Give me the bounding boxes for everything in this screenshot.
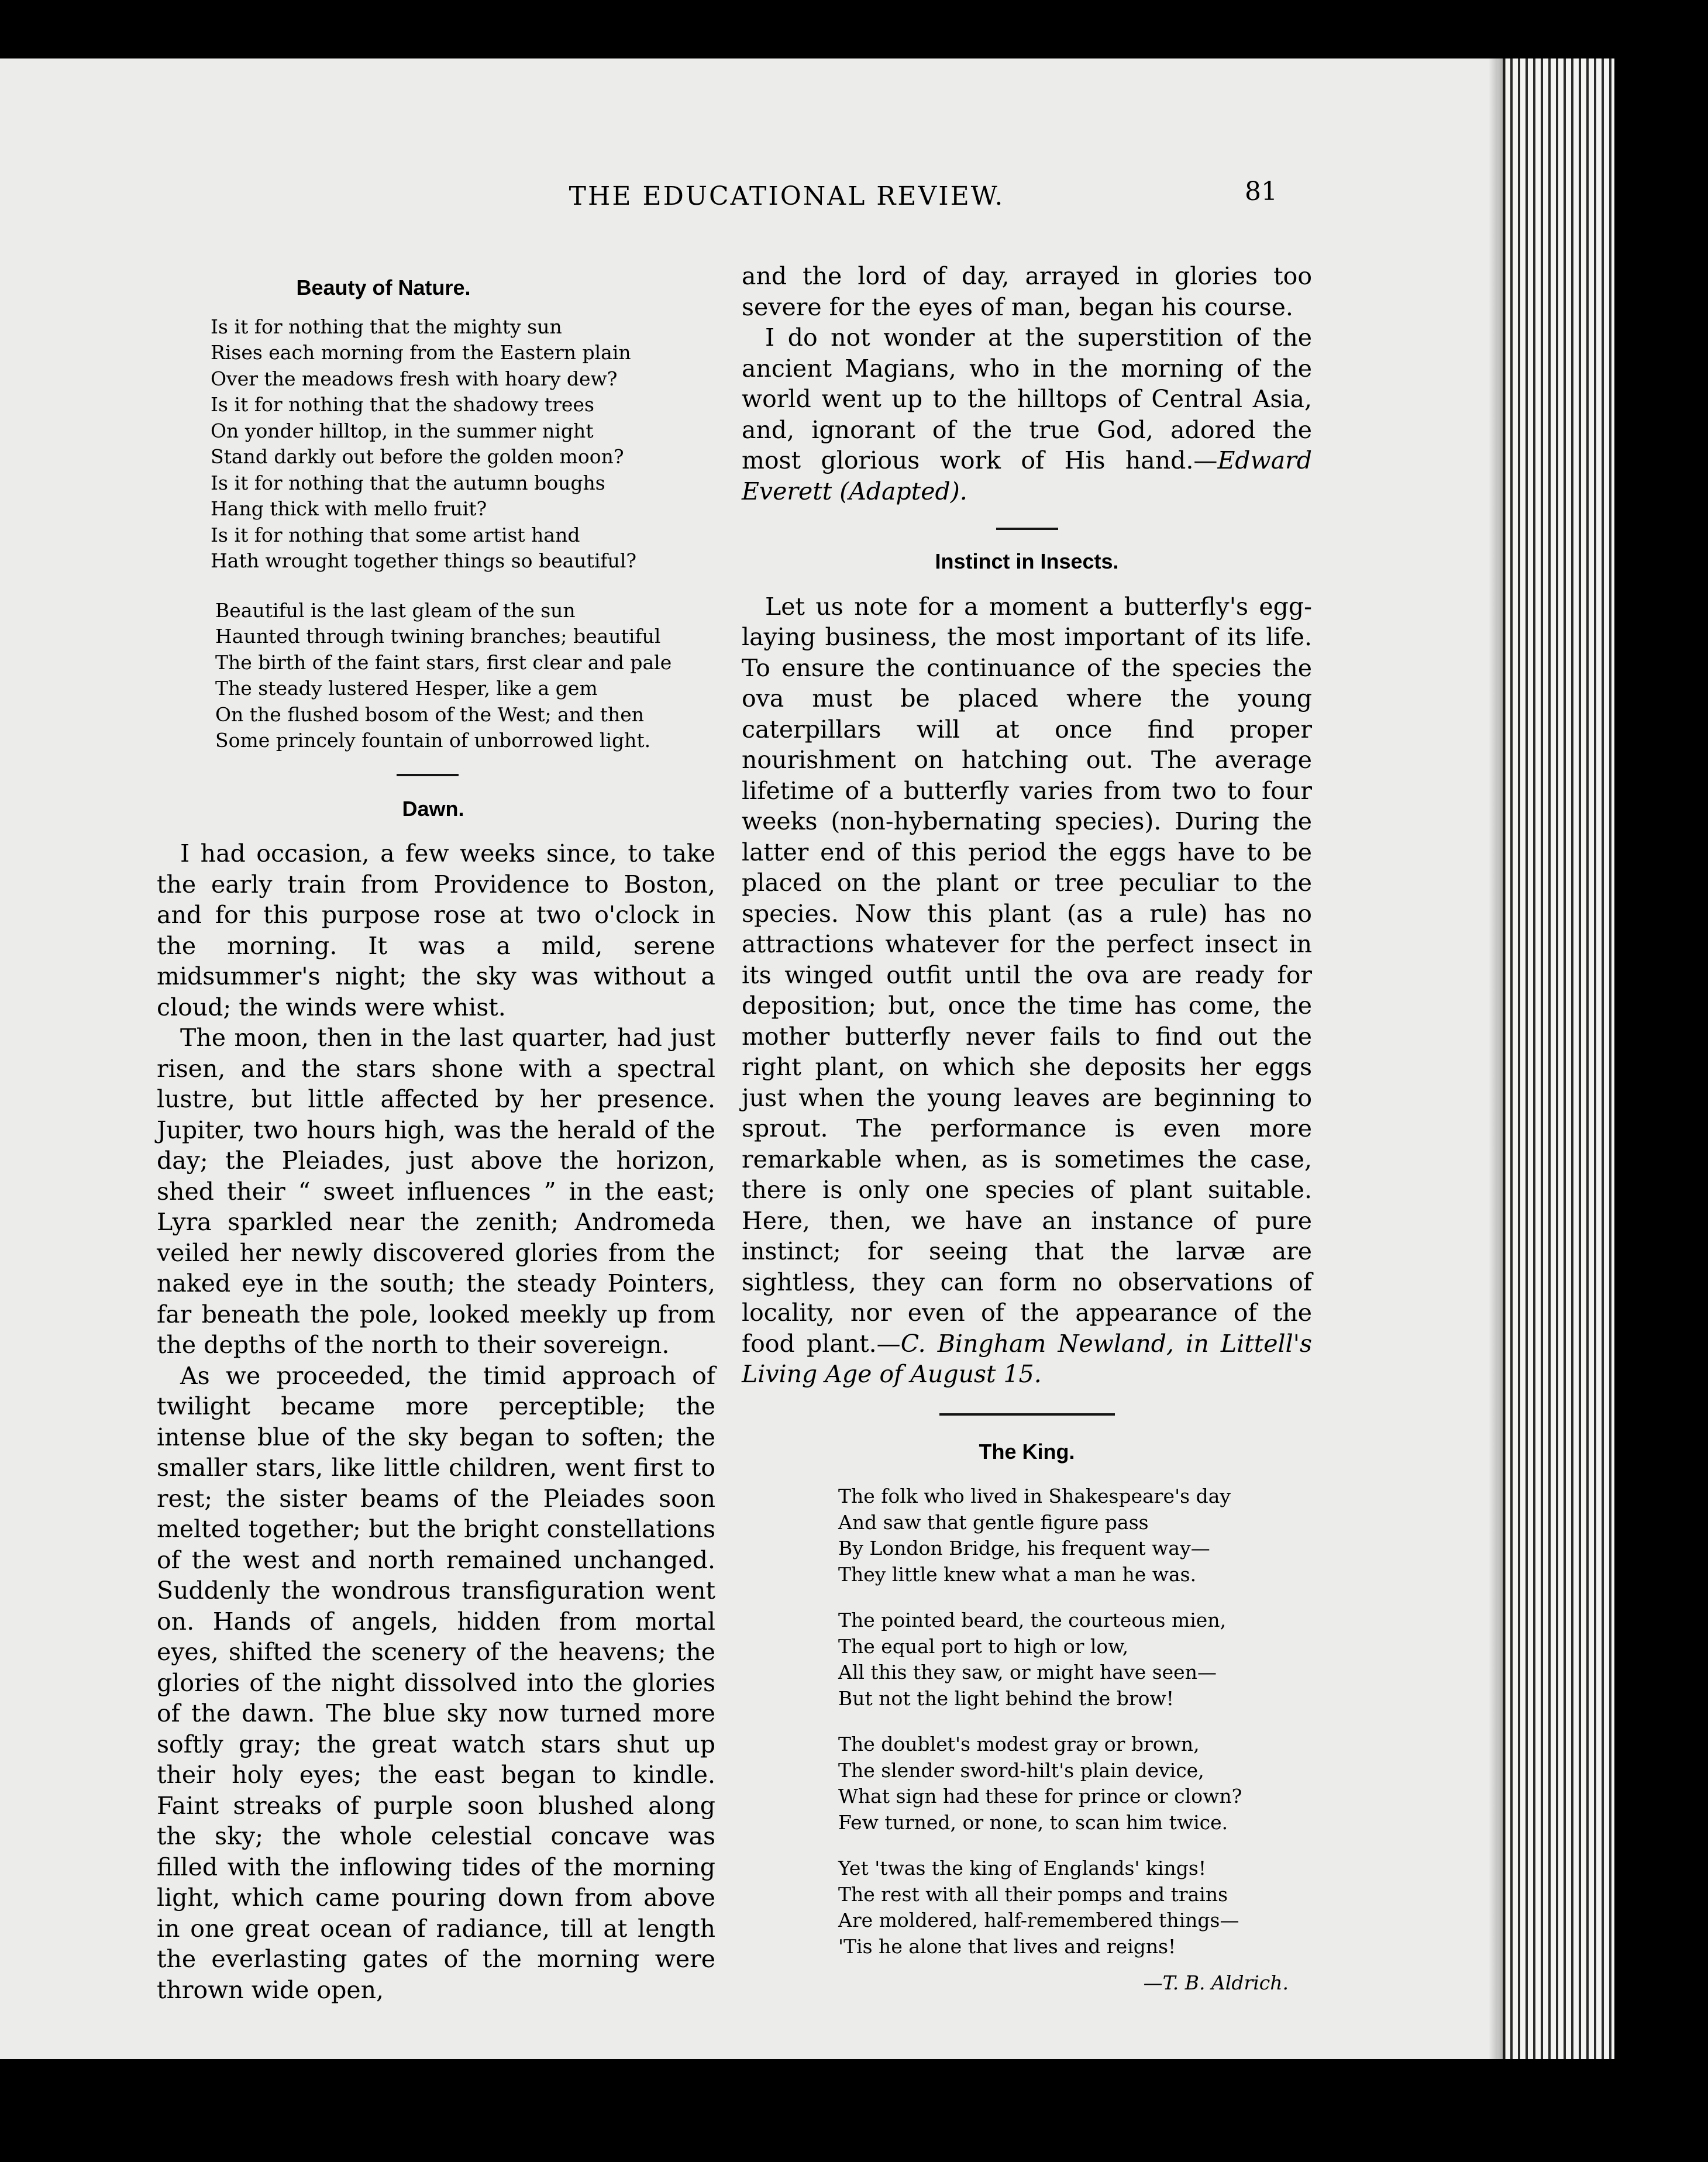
poem-line: Some princely fountain of unborrowed light. <box>215 729 651 752</box>
dawn-title: Dawn. <box>402 796 464 821</box>
poem-line: Beautiful is the last gleam of the sun <box>215 598 576 622</box>
poem-line: Haunted through twining branches; beautiful <box>215 625 661 648</box>
poem-line: Stand darkly out before the golden moon? <box>211 445 624 468</box>
left-column <box>157 273 715 2005</box>
king-stanza-3 <box>838 1731 1312 1836</box>
the-king-title: The King. <box>979 1439 1075 1464</box>
page-edge-stack <box>1497 58 1614 2059</box>
poem-line: The steady lustered Hesper, like a gem <box>215 677 598 700</box>
instinct-text <box>742 591 1312 1390</box>
poem-line: They little knew what a man he was. <box>838 1562 1197 1586</box>
dawn-paragraph-4 <box>742 322 1312 507</box>
poem-line: 'Tis he alone that lives and reigns! <box>838 1934 1176 1958</box>
poem-line: Is it for nothing that the autumn boughs <box>211 471 605 494</box>
poem-line: The rest with all their pomps and trains <box>838 1882 1228 1906</box>
poem-line: Rises each morning from the Eastern plain <box>211 341 631 364</box>
king-attribution: —T. B. Aldrich. <box>1143 1971 1289 1994</box>
dawn-attribution: Edward Everett (Adapted). <box>742 446 1312 505</box>
dawn-paragraph-2: The moon, then in the last quarter, had just risen, and the stars shone with a spectral lustre, but little affected by her presence. Jupiter, two hours high, was the herald of the day; the Pleiades, just above the horizon, shed their “ sweet influences ” in the east; Lyra sparkled near the zenith; Andromeda veiled her newly discovered glories from the naked eye in the south; the steady Pointers, far beneath the pole, looked meekly up from the depths of the north to their sovereign. <box>157 1024 715 1359</box>
dawn-paragraph-1: I had occasion, a few weeks since, to take the early train from Providence to Boston, and for this purpose rose at two o'clock in the morning. It was a mild, serene midsummer's night; the sky was without a cloud; the winds were whist. <box>157 839 715 1021</box>
section-divider <box>397 774 459 776</box>
dawn-text <box>157 838 715 2005</box>
instinct-paragraph-1-text: Let us note for a moment a butterfly's egg-laying business, the most important of its life. To ensure the continuance of the species the ova must be placed where the young caterpillars will at once find proper nourishment on hatching out. The average lifetime of a butterfly varies from two to four weeks (non-hybernating species). During the latter end of this period the eggs have to be placed on the plant or tree peculiar to the species. Now this plant (as a rule) has no attractions whatever for the perfect insect in its winged outfit until the ova are ready for deposition; but, once the time has come, the mother butterfly never fails to find out the right plant, on which she deposits her eggs just when the young leaves are beginning to sprout. The performance is even more remarkable when, as is sometimes the case, there is only one species of plant suitable. Here, then, we have an instance of pure instinct; for seeing that the larvæ are sightless, they can form no observations of locality, nor even of the appearance of the food plant.— <box>742 592 1312 1358</box>
poem-line: What sign had these for prince or clown? <box>838 1785 1242 1808</box>
dawn-paragraph-3-continued: and the lord of day, arrayed in glories too severe for the eyes of man, began his course. <box>742 262 1312 321</box>
poem-line: The equal port to high or low, <box>838 1634 1129 1658</box>
poem-line: Is it for nothing that the shadowy trees <box>211 393 594 416</box>
poem-line: Hath wrought together things so beautiful? <box>211 549 637 572</box>
poem-line: The doublet's modest gray or brown, <box>838 1733 1200 1755</box>
poem-line: But not the light behind the brow! <box>838 1686 1175 1710</box>
poem-line: The pointed beard, the courteous mien, <box>838 1609 1227 1631</box>
instinct-paragraph-1 <box>742 591 1312 1390</box>
poem-line: Are moldered, half-remembered things— <box>838 1909 1239 1932</box>
king-stanza-1 <box>838 1483 1312 1588</box>
poem-line: Is it for nothing that some artist hand <box>211 523 580 546</box>
king-stanza-2 <box>838 1607 1312 1712</box>
dawn-text-continued <box>742 261 1312 507</box>
binding-shadow <box>1489 58 1506 2059</box>
beauty-stanza-1 <box>211 314 715 574</box>
poem-line: All this they saw, or might have seen— <box>838 1661 1217 1684</box>
poem-line: The slender sword-hilt's plain device, <box>838 1758 1204 1782</box>
king-stanza-4 <box>838 1855 1312 1960</box>
dawn-paragraph-4-text: I do not wonder at the superstition of the ancient Magians, who in the morning of the world went up to the hilltops of Central Asia, and, ignorant of the true God, adored the most glorious work of His hand.— <box>742 323 1312 474</box>
poem-line: Is it for nothing that the mighty sun <box>211 315 562 338</box>
dawn-paragraph-3: As we proceeded, the timid approach of twilight became more perceptible; the intense blue of the sky began to soften; the smaller stars, like little children, went first to rest; the sister beams of the Pleiades soon melted together; but the bright constellations of the west and north remained unchanged. Suddenly the wondrous transfiguration went on. Hands of angels, hidden from mortal eyes, shifted the scenery of the heavens; the glories of the night dissolved into the glories of the dawn. The blue sky now turned more softly gray; the great watch stars shut up their holy eyes; the east began to kindle. Faint streaks of purple soon blushed along the sky; the whole celestial concave was filled with the inflowing tides of the morning light, which came pouring down from above in one great ocean of radiance, till at length the everlasting gates of the morning were thrown wide open, <box>157 1361 715 2004</box>
poem-line: Over the meadows fresh with hoary dew? <box>211 367 618 390</box>
poem-line: On yonder hilltop, in the summer night <box>211 419 594 442</box>
poem-line: And saw that gentle figure pass <box>838 1510 1149 1534</box>
poem-line: The birth of the faint stars, first clear and pale <box>215 650 672 674</box>
beauty-of-nature-title: Beauty of Nature. <box>296 276 471 299</box>
section-divider <box>939 1413 1115 1416</box>
journal-title: THE EDUCATIONAL REVIEW. <box>569 181 1005 211</box>
beauty-stanza-2 <box>215 598 715 754</box>
poem-line: On the flushed bosom of the West; and then <box>215 703 645 726</box>
poem-line: By London Bridge, his frequent way— <box>838 1537 1210 1559</box>
poem-line: Hang thick with mello fruit? <box>211 497 487 520</box>
right-column <box>742 262 1313 1999</box>
poem-line: The folk who lived in Shakespeare's day <box>838 1485 1231 1507</box>
poem-line: Few turned, or none, to scan him twice. <box>838 1810 1228 1834</box>
instinct-in-insects-title: Instinct in Insects. <box>935 549 1119 573</box>
instinct-attribution: C. Bingham Newland, in Littell's Living Age of August 15. <box>742 1329 1313 1388</box>
page-number: 81 <box>1245 177 1277 206</box>
section-divider <box>996 528 1058 530</box>
poem-line: Yet 'twas the king of Englands' kings! <box>838 1857 1207 1879</box>
